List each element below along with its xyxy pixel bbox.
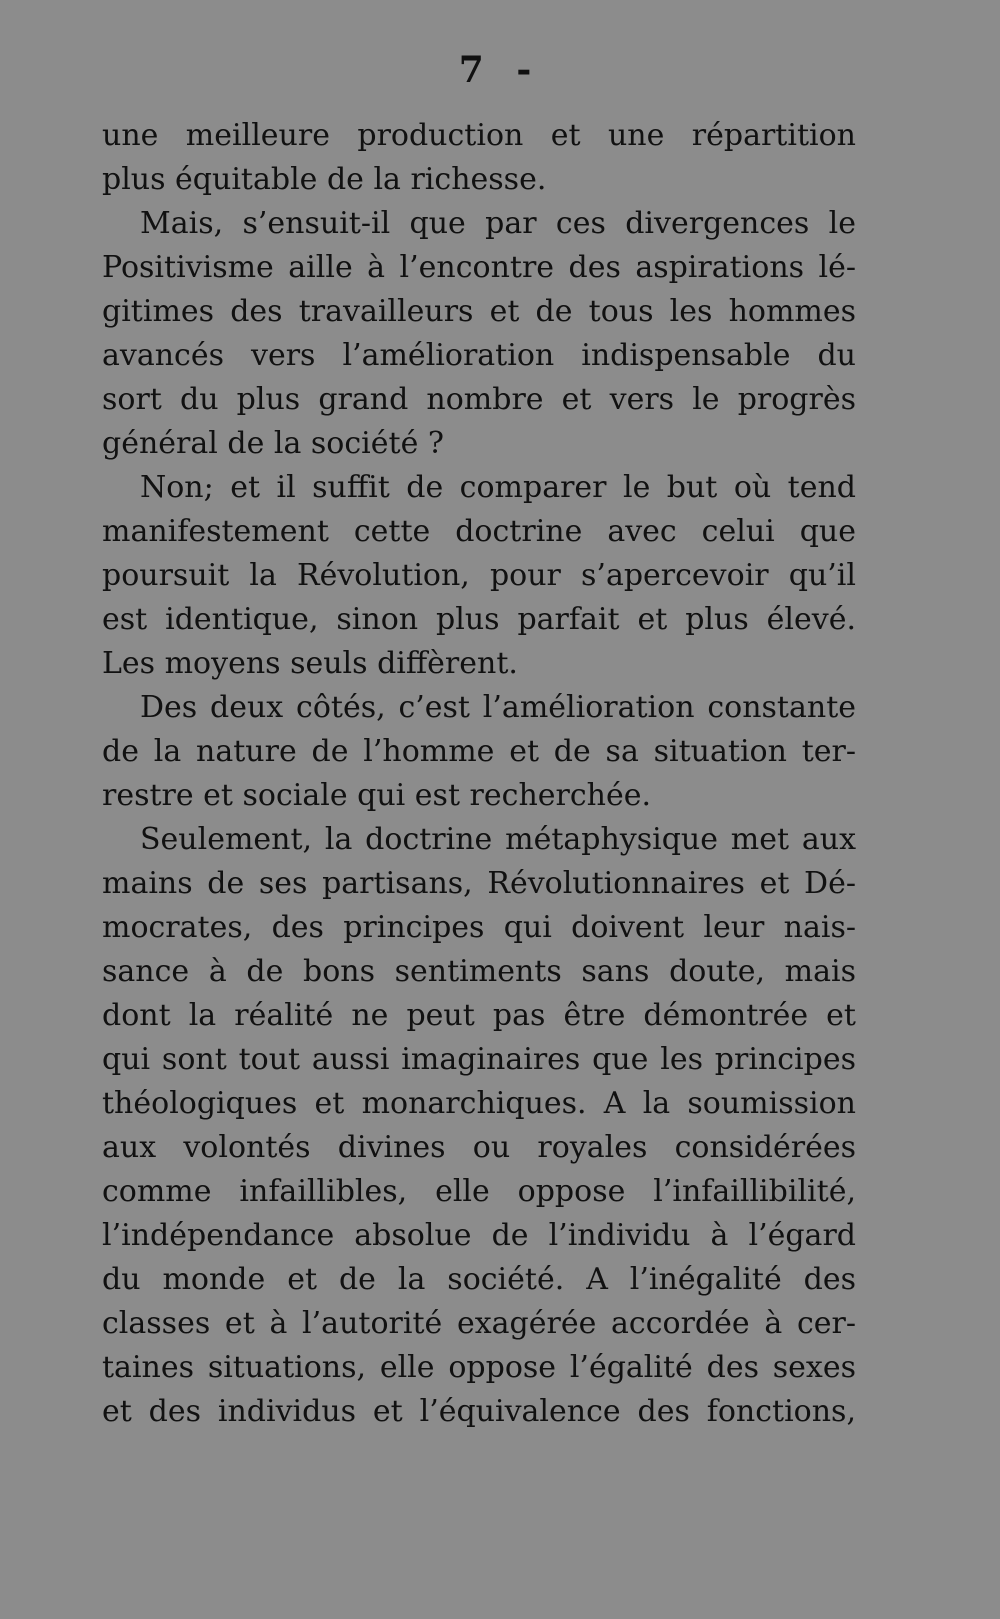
text-line: théologiques et monarchiques. A la soumission xyxy=(102,1086,856,1121)
text-line: restre et sociale qui est recherchée. xyxy=(102,778,652,813)
text-line: et des individus et l’équivalence des fonctions, xyxy=(102,1394,856,1429)
text-line: mocrates, des principes qui doivent leur nais- xyxy=(102,910,856,945)
text-line: Positivisme aille à l’encontre des aspirations lé- xyxy=(102,250,856,285)
text-line: classes et à l’autorité exagérée accordée à cer- xyxy=(102,1306,856,1341)
text-line: Les moyens seuls diffèrent. xyxy=(102,646,518,681)
text-line: sort du plus grand nombre et vers le progrès xyxy=(102,382,856,417)
body-text xyxy=(102,114,856,1434)
text-line: gitimes des travailleurs et de tous les hommes xyxy=(102,294,856,329)
text-line: Des deux côtés, c’est l’amélioration constante xyxy=(140,690,856,725)
text-line: une meilleure production et une répartition xyxy=(102,118,856,153)
text-line: général de la société ? xyxy=(102,426,444,461)
text-line: taines situations, elle oppose l’égalité des sexes xyxy=(102,1350,856,1385)
text-line: mains de ses partisans, Révolutionnaires et Dé- xyxy=(102,866,856,901)
page-number: 7 - xyxy=(458,49,542,91)
text-line: comme infaillibles, elle oppose l’infaillibilité, xyxy=(102,1174,856,1209)
text-line: manifestement cette doctrine avec celui que xyxy=(102,514,856,549)
text-line: qui sont tout aussi imaginaires que les principes xyxy=(102,1042,856,1077)
text-line: du monde et de la société. A l’inégalité des xyxy=(102,1262,856,1297)
text-line: Mais, s’ensuit-il que par ces divergences le xyxy=(140,206,856,241)
text-line: poursuit la Révolution, pour s’apercevoir qu’il xyxy=(102,558,856,593)
text-line: Seulement, la doctrine métaphysique met aux xyxy=(140,822,856,857)
text-line: est identique, sinon plus parfait et plus élevé. xyxy=(102,602,856,637)
text-line: l’indépendance absolue de l’individu à l’égard xyxy=(102,1218,856,1253)
text-line: sance à de bons sentiments sans doute, mais xyxy=(102,954,856,989)
text-line: de la nature de l’homme et de sa situation ter- xyxy=(102,734,856,769)
text-line: dont la réalité ne peut pas être démontrée et xyxy=(102,998,856,1033)
text-line: plus équitable de la richesse. xyxy=(102,162,547,197)
text-line: avancés vers l’amélioration indispensable du xyxy=(102,338,856,373)
text-line: aux volontés divines ou royales considérées xyxy=(102,1130,856,1165)
text-line: Non; et il suffit de comparer le but où tend xyxy=(140,470,856,505)
